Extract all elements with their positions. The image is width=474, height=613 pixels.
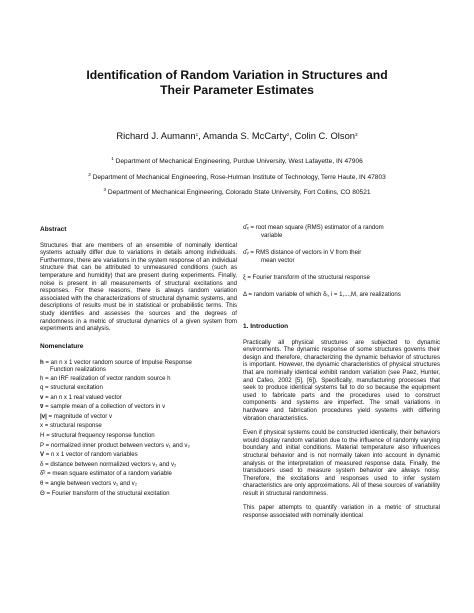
nomenclature-symbol: θ bbox=[40, 480, 44, 488]
author-superscript: 3 bbox=[355, 132, 358, 137]
nomenclature-symbol: P bbox=[40, 441, 44, 449]
nomenclature-definition: = Fourier transform of the structural excitation bbox=[44, 489, 170, 497]
nomenclature-item bbox=[40, 402, 237, 412]
introduction-paragraph: Practically all physical structures are subjected to dynamic environments. The dynamic response of some structures governs their design and therefore, characterizing the dynamic behavior of structures is important. However, the dynamic characteristics of physical structures that are nominally identical exhibit random variation (see Paez, Hunter, and Cafeo, 2002 [5], [6]). Specifically, manufacturing processes that seek to produce identical systems fail to do so because the equipment used to fabricate parts and the procedures used to construct components and systems are imperfect. The small variations in hardware and fabrication procedures yield systems with differing vibration characteristics. bbox=[243, 338, 440, 422]
nomenclature-item bbox=[40, 421, 237, 431]
nomenclature-item bbox=[243, 249, 440, 257]
affiliation-text: Department of Mechanical Engineering, Rose-Hulman Institute of Technology, Terre Haute, IN 47803 bbox=[92, 173, 386, 181]
nomenclature-item bbox=[40, 431, 237, 441]
nomenclature-item bbox=[40, 383, 237, 393]
nomenclature-definition: = structural response bbox=[43, 422, 102, 430]
introduction-paragraph: This paper attempts to quantify variation in a metric of structural response associated with nominally identical bbox=[243, 504, 440, 520]
nomenclature-definition: = structural excitation bbox=[43, 384, 103, 392]
nomenclature-symbol: σ̂ᵥ bbox=[243, 249, 249, 256]
nomenclature-symbol: Δ bbox=[243, 291, 247, 298]
affiliation-text: Department of Mechanical Engineering, Colorado State University, Fort Collins, CO 80521 bbox=[107, 189, 371, 196]
nomenclature-heading: Nomenclature bbox=[40, 342, 84, 350]
nomenclature-symbol: δ bbox=[40, 460, 44, 468]
affiliation bbox=[0, 169, 474, 185]
nomenclature-definition: = mean square estimator of a random variable bbox=[45, 470, 172, 478]
nomenclature-definition: = Fourier transform of the structural response bbox=[245, 274, 370, 281]
nomenclature-item bbox=[40, 479, 237, 489]
nomenclature-symbol: h bbox=[40, 374, 44, 382]
title-line-1: Identification of Random Variation in Structures and bbox=[86, 68, 388, 82]
left-column bbox=[40, 226, 237, 498]
affiliation-superscript: 1 bbox=[111, 156, 114, 161]
abstract-heading: Abstract bbox=[40, 226, 67, 233]
paper-title bbox=[0, 68, 474, 98]
nomenclature-item bbox=[40, 412, 237, 422]
author-name: Richard J. Aumann bbox=[116, 130, 196, 141]
nomenclature-definition: = random variable of which δᵢ, i = 1,...,M, are realizations bbox=[246, 291, 401, 298]
symbol-list-continued bbox=[243, 224, 440, 299]
affiliation-superscript: 3 bbox=[103, 187, 107, 192]
nomenclature-symbol: Θ bbox=[40, 489, 45, 497]
title-line-2: Their Parameter Estimates bbox=[160, 83, 314, 97]
nomenclature-symbol: V bbox=[40, 451, 45, 459]
abstract-text: Structures that are members of an ensemble of nominally identical systems actually differ due to variations in details among individuals. Furthermore, there are variations in the system response of an individual structure that can be attributed to unmeasured conditions (such as temperature and humidity) that are present during experiments. Finally, noise is present in all measurements of structural excitations and responses. For these reasons, there is always random variation associated with the characterizations of structural dynamic systems, and descriptions of results must be in statistical or probabilistic terms. This study identifies and assesses the sources and the degrees of randomness in a metric of structural dynamics of a given system from experiments and analysis. bbox=[40, 241, 237, 333]
affiliation bbox=[0, 184, 474, 200]
nomenclature-item bbox=[40, 450, 237, 460]
nomenclature-symbol: |v| bbox=[40, 412, 47, 420]
nomenclature-item bbox=[40, 374, 237, 384]
nomenclature-symbol: δ̂² bbox=[40, 470, 46, 478]
author-superscript: 2 bbox=[286, 132, 290, 137]
author-name: Colin C. Olson bbox=[294, 130, 356, 141]
nomenclature-definition: = an n x 1 real valued vector bbox=[43, 393, 122, 401]
right-column bbox=[243, 224, 440, 527]
nomenclature-definition: = RMS distance of vectors in V from their bbox=[248, 249, 362, 256]
nomenclature-symbol: q bbox=[40, 384, 44, 392]
nomenclature-definition: = normalized inner product between vectors v₁ and v₂ bbox=[43, 441, 190, 449]
nomenclature-definition: = root mean square (RMS) estimator of a random bbox=[248, 224, 384, 231]
affiliation-text: Department of Mechanical Engineering, Purdue University, West Lafayette, IN 47906 bbox=[115, 158, 363, 165]
nomenclature-item bbox=[40, 393, 237, 403]
nomenclature-item bbox=[243, 291, 440, 299]
nomenclature-symbol: H bbox=[40, 432, 45, 440]
author-superscript: 1 bbox=[195, 132, 199, 137]
nomenclature-symbol: x bbox=[40, 422, 44, 430]
nomenclature-definition: = distance between normalized vectors v₁ and v₂ bbox=[43, 460, 177, 468]
nomenclature-symbol: v bbox=[40, 393, 44, 401]
nomenclature-symbol: σ̂ₓ bbox=[243, 224, 249, 231]
nomenclature-continuation: variable bbox=[261, 232, 283, 239]
nomenclature-definition: = sample mean of a collection of vectors in v bbox=[43, 403, 166, 411]
nomenclature-definition: = an n x 1 vector random source of Impulse Response bbox=[43, 359, 192, 367]
nomenclature-item bbox=[40, 441, 237, 451]
nomenclature-definition: = an IRF realization of vector random source h bbox=[43, 374, 171, 382]
affiliation bbox=[0, 153, 474, 169]
introduction-heading: 1. Introduction bbox=[243, 323, 289, 330]
nomenclature-item bbox=[243, 224, 440, 232]
nomenclature-item bbox=[40, 469, 237, 479]
introduction-paragraph: Even if physical systems could be constructed identically, their behaviors would display random variation due to the influence of randomly varying boundary and initial conditions. Material temperature also influences structural behavior and is not normally taken into account in dynamic analysis or the interpretation of measured response data. Finally, the transducers used to measure system behavior are always noisy. Therefore, the excitations and responses used to infer system characteristics are only approximations. All of these sources of variability result in structural randomness. bbox=[243, 429, 440, 497]
affiliation-superscript: 2 bbox=[88, 171, 91, 177]
nomenclature-definition: = magnitude of vector v bbox=[46, 412, 113, 420]
nomenclature-item bbox=[243, 274, 440, 282]
affiliation-list bbox=[0, 153, 474, 200]
nomenclature-symbol: h bbox=[40, 359, 44, 367]
nomenclature-definition: = angle between vectors v₁ and v₂ bbox=[43, 480, 138, 488]
nomenclature-continuation: mean vector bbox=[261, 257, 295, 264]
nomenclature-item bbox=[40, 460, 237, 470]
author-list: Richard J. Aumann$^1$, Amanda S. McCarty$^2$, Colin C. Olson$^3$ bbox=[116, 130, 358, 141]
nomenclature-definition: = structural frequency response function bbox=[44, 432, 155, 440]
author-name: Amanda S. McCarty bbox=[202, 130, 287, 141]
nomenclature-symbol: ξ bbox=[243, 274, 246, 281]
nomenclature-symbol: v̄ bbox=[40, 403, 44, 411]
nomenclature-item bbox=[40, 489, 237, 499]
nomenclature-definition: = n x 1 vector of random variables bbox=[44, 451, 138, 459]
nomenclature-list bbox=[40, 358, 237, 498]
nomenclature-continuation: Function realizations bbox=[50, 365, 106, 373]
